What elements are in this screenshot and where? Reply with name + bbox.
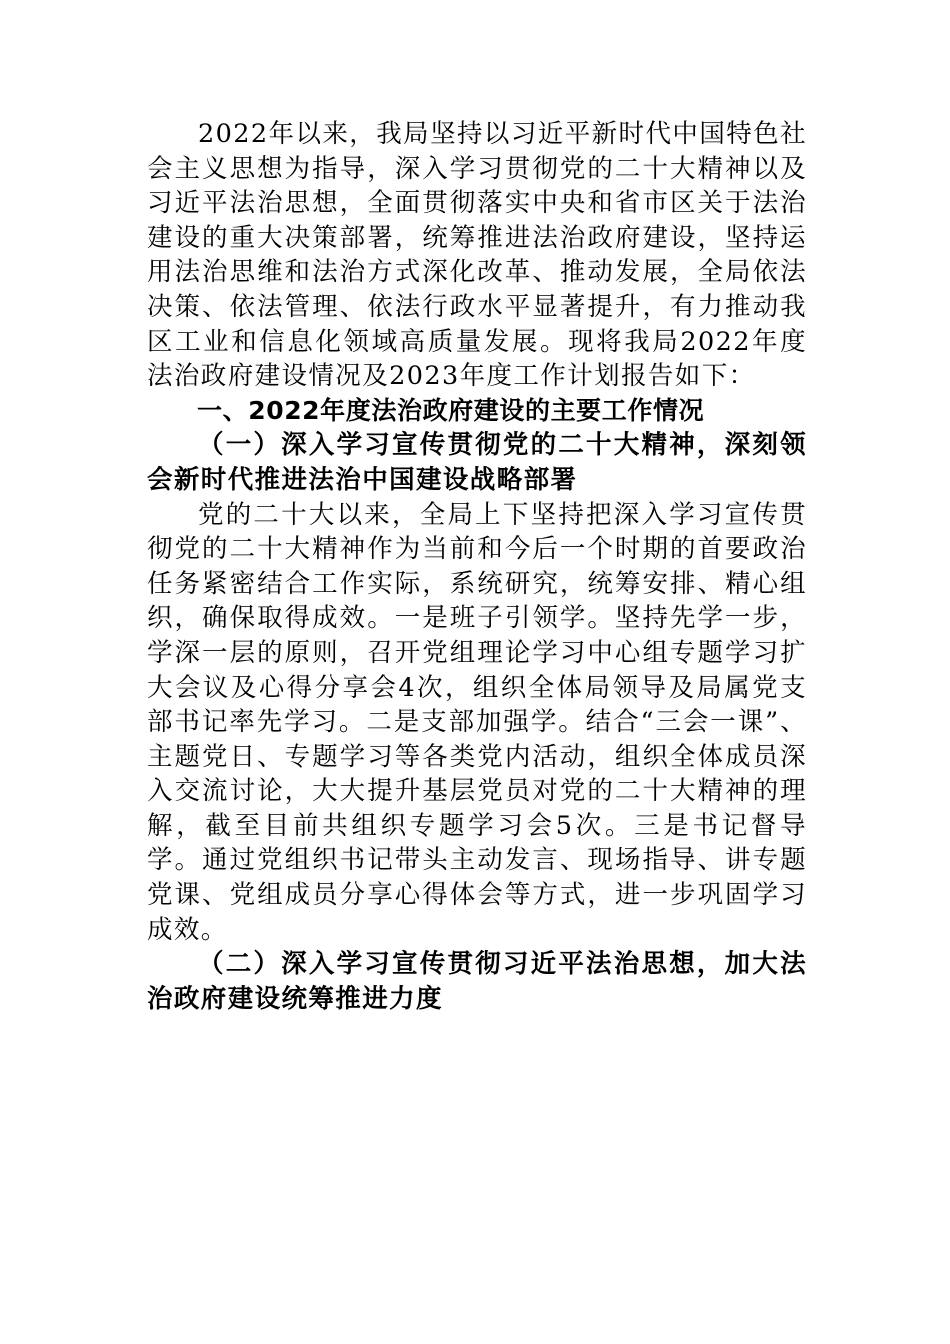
section-heading: 一、2022年度法治政府建设的主要工作情况	[197, 395, 705, 425]
intro-paragraph: 2022年以来，我局坚持以习近平新时代中国特色社会主义思想为指导，深入学习贯彻党的二十大精神以及习近平法治思想，全面贯彻落实中央和省市区关于法治建设的重大决策部署，统筹推进法治政府建设，坚持运用法治思维和法治方式深化改革、推动发展，全局依法决策、依法管理、依法行政水平显著提升，有力推动我区工业和信息化领域高质量发展。现将我局2022年度法治政府建设情况及2023年度工作计划报告如下：	[147, 119, 807, 392]
subsection-heading-1: （一）深入学习宣传贯彻党的二十大精神，深刻领会新时代推进法治中国建设战略部署	[147, 430, 807, 495]
subsection-heading-2: （二）深入学习宣传贯彻习近平法治思想，加大法治政府建设统筹推进力度	[147, 949, 807, 1014]
document-body	[147, 117, 807, 1016]
subsection-1-paragraph: 党的二十大以来，全局上下坚持把深入学习宣传贯彻党的二十大精神作为当前和今后一个时期的首要政治任务紧密结合工作实际，系统研究，统筹安排、精心组织，确保取得成效。一是班子引领学。坚持先学一步，学深一层的原则，召开党组理论学习中心组专题学习扩大会议及心得分享会4次，组织全体局领导及局属党支部书记率先学习。二是支部加强学。结合“三会一课”、主题党日、专题学习等各类党内活动，组织全体成员深入交流讨论，大大提升基层党员对党的二十大精神的理解，截至目前共组织专题学习会5次。三是书记督导学。通过党组织书记带头主动发言、现场指导、讲专题党课、党组成员分享心得体会等方式，进一步巩固学习成效。	[147, 499, 807, 945]
